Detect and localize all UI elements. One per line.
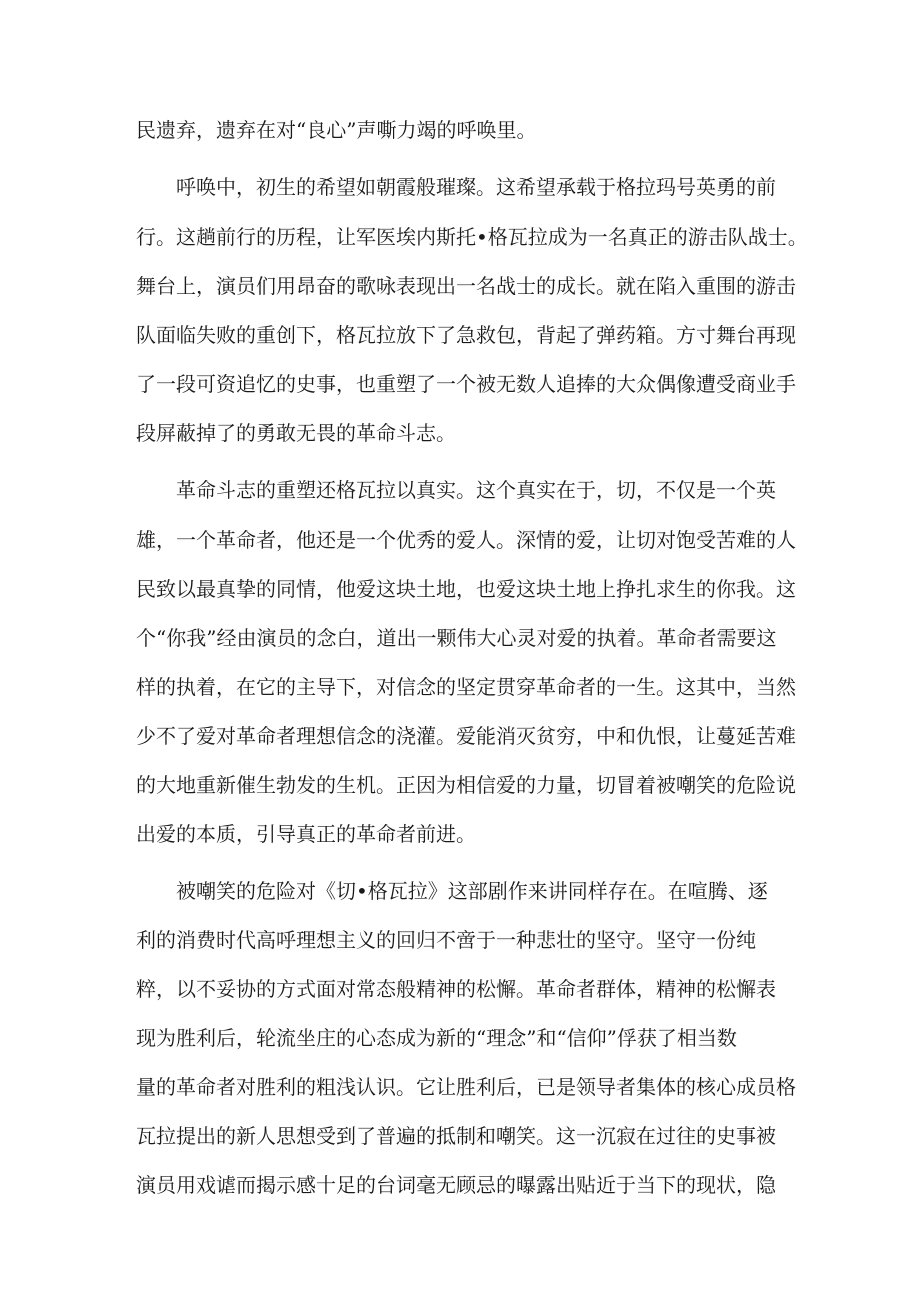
paragraph-3-line-2: 雄，一个革命者，他还是一个优秀的爱人。深情的爱，让切对饱受苦难的人 bbox=[136, 528, 796, 552]
paragraph-4-line-5: 量的革命者对胜利的粗浅认识。它让胜利后，已是领导者集体的核心成员格 bbox=[136, 1075, 796, 1099]
paragraph-2-line-2: 行。这趟前行的历程，让军医埃内斯托•格瓦拉成为一名真正的游击队战士。 bbox=[136, 225, 808, 249]
paragraph-4-line-4: 现为胜利后，轮流坐庄的心态成为新的“理念”和“信仰”俘获了相当数 bbox=[136, 1026, 737, 1050]
paragraph-3-line-7: 的大地重新催生勃发的生机。正因为相信爱的力量，切冒着被嘲笑的危险说 bbox=[136, 773, 796, 797]
paragraph-4-line-6: 瓦拉提出的新人思想受到了普遍的抵制和嘲笑。这一沉寂在过往的史事被 bbox=[136, 1124, 776, 1148]
paragraph-4-line-7: 演员用戏谑而揭示感十足的台词毫无顾忌的曝露出贴近于当下的现状，隐 bbox=[136, 1173, 776, 1197]
paragraph-4-line-2: 利的消费时代高呼理想主义的回归不啻于一种悲壮的坚守。坚守一份纯 bbox=[136, 928, 756, 952]
paragraph-2-line-3: 舞台上，演员们用昂奋的歌咏表现出一名战士的成长。就在陷入重围的游击 bbox=[136, 274, 796, 298]
paragraph-3-line-3: 民致以最真挚的同情，他爱这块土地，也爱这块土地上挣扎求生的你我。这 bbox=[136, 577, 796, 601]
paragraph-2-line-4: 队面临失败的重创下，格瓦拉放下了急救包，背起了弹药箱。方寸舞台再现 bbox=[136, 323, 796, 347]
paragraph-3-line-6: 少不了爱对革命者理想信念的浇灌。爱能消灭贫穷，中和仇恨，让蔓延苦难 bbox=[136, 724, 796, 748]
paragraph-3-line-8: 出爱的本质，引导真正的革命者前进。 bbox=[136, 822, 476, 846]
paragraph-3-line-5: 样的执着，在它的主导下，对信念的坚定贯穿革命者的一生。这其中，当然 bbox=[136, 675, 796, 699]
paragraph-3-line-1: 革命斗志的重塑还格瓦拉以真实。这个真实在于，切，不仅是一个英 bbox=[176, 478, 776, 502]
paragraph-2-line-5: 了一段可资追忆的史事，也重塑了一个被无数人追捧的大众偶像遭受商业手 bbox=[136, 372, 796, 396]
paragraph-2-line-6: 段屏蔽掉了的勇敢无畏的革命斗志。 bbox=[136, 421, 456, 445]
paragraph-4-line-3: 粹，以不妥协的方式面对常态般精神的松懈。革命者群体，精神的松懈表 bbox=[136, 977, 776, 1001]
paragraph-2-line-1: 呼唤中，初生的希望如朝霞般璀璨。这希望承载于格拉玛号英勇的前 bbox=[176, 175, 776, 199]
paragraph-1-line-1: 民遗弃，遗弃在对“良心”声嘶力竭的呼唤里。 bbox=[136, 118, 537, 142]
paragraph-3-line-4: 个“你我”经由演员的念白，道出一颗伟大心灵对爱的执着。革命者需要这 bbox=[136, 626, 777, 650]
paragraph-4-line-1: 被嘲笑的危险对《切•格瓦拉》这部剧作来讲同样存在。在喧腾、逐 bbox=[176, 879, 768, 903]
